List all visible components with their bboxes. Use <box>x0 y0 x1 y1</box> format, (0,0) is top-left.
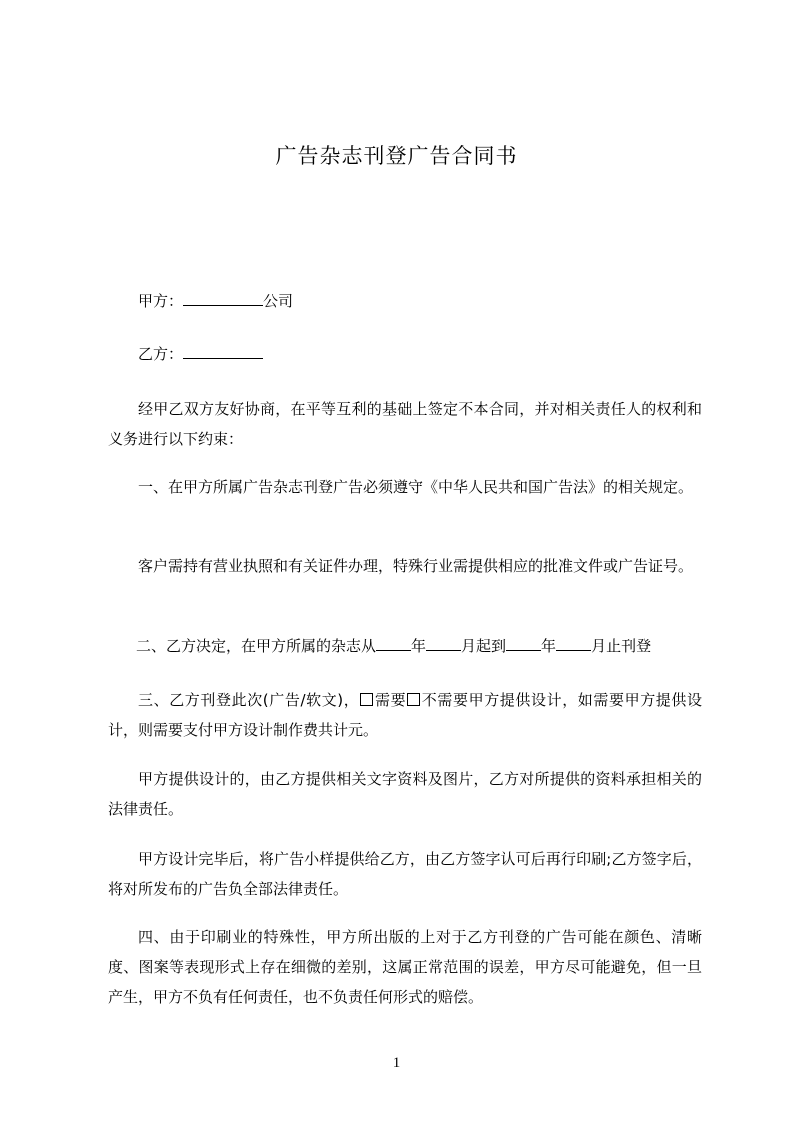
start-year-blank[interactable] <box>376 634 411 651</box>
clause-2-year-1: 年 <box>411 637 427 655</box>
party-a-suffix: 公司 <box>263 292 294 310</box>
need-design-label: 需要 <box>374 691 407 709</box>
clause-1: 一、在甲方所属广告杂志刊登广告必须遵守《中华人民共和国广告法》的相关规定。 <box>138 478 694 496</box>
clause-2-month-1: 月起到 <box>461 637 507 655</box>
need-design-checkbox[interactable] <box>360 693 373 706</box>
party-b-line <box>108 339 702 369</box>
party-a-blank[interactable] <box>183 289 263 306</box>
clause-1-note: 客户需持有营业执照和有关证件办理，特殊行业需提供相应的批准文件或广告证号。 <box>138 557 694 575</box>
party-a-label: 甲方： <box>138 292 184 310</box>
clause-2 <box>108 631 702 661</box>
start-month-blank[interactable] <box>426 634 461 651</box>
clause-2-month-2: 月止刊登 <box>591 637 652 655</box>
clause-3 <box>108 685 702 745</box>
clause-3-prefix: 三、乙方刊登此次(广告/软文)， <box>138 691 360 709</box>
document-title: 广告杂志刊登广告合同书 <box>275 144 518 168</box>
clause-3-note-1: 甲方提供设计的，由乙方提供相关文字资料及图片，乙方对所提供的资料承担相关的法律责任。 <box>108 770 702 818</box>
clause-2-prefix: 二、乙方决定，在甲方所属的杂志从 <box>136 637 377 655</box>
page-number: 1 <box>392 1055 401 1071</box>
end-month-blank[interactable] <box>556 634 591 651</box>
party-a-line <box>108 286 702 316</box>
party-b-blank[interactable] <box>183 342 263 359</box>
clause-4: 四、由于印刷业的特殊性，甲方所出版的上对于乙方刊登的广告可能在颜色、清晰度、图案等表现形式上存在细微的差别，这属正常范围的误差，甲方尽可能避免，但一旦产生，甲方不负有任何责任，也不负责任何形式的赔偿。 <box>108 928 702 1006</box>
intro-paragraph: 经甲乙双方友好协商，在平等互利的基础上签定不本合同，并对相关责任人的权利和义务进行以下约束： <box>108 400 702 448</box>
clause-3-note-2: 甲方设计完毕后，将广告小样提供给乙方，由乙方签字认可后再行印刷;乙方签字后，将对所发布的广告负全部法律责任。 <box>108 850 702 898</box>
end-year-blank[interactable] <box>506 634 541 651</box>
party-b-label: 乙方： <box>138 345 184 363</box>
clause-2-year-2: 年 <box>541 637 557 655</box>
no-need-design-label: 不需要甲方提供设计，如需要甲方提供设计，则需要支付甲方设计制作费共计元。 <box>108 691 702 739</box>
no-need-design-checkbox[interactable] <box>407 693 420 706</box>
